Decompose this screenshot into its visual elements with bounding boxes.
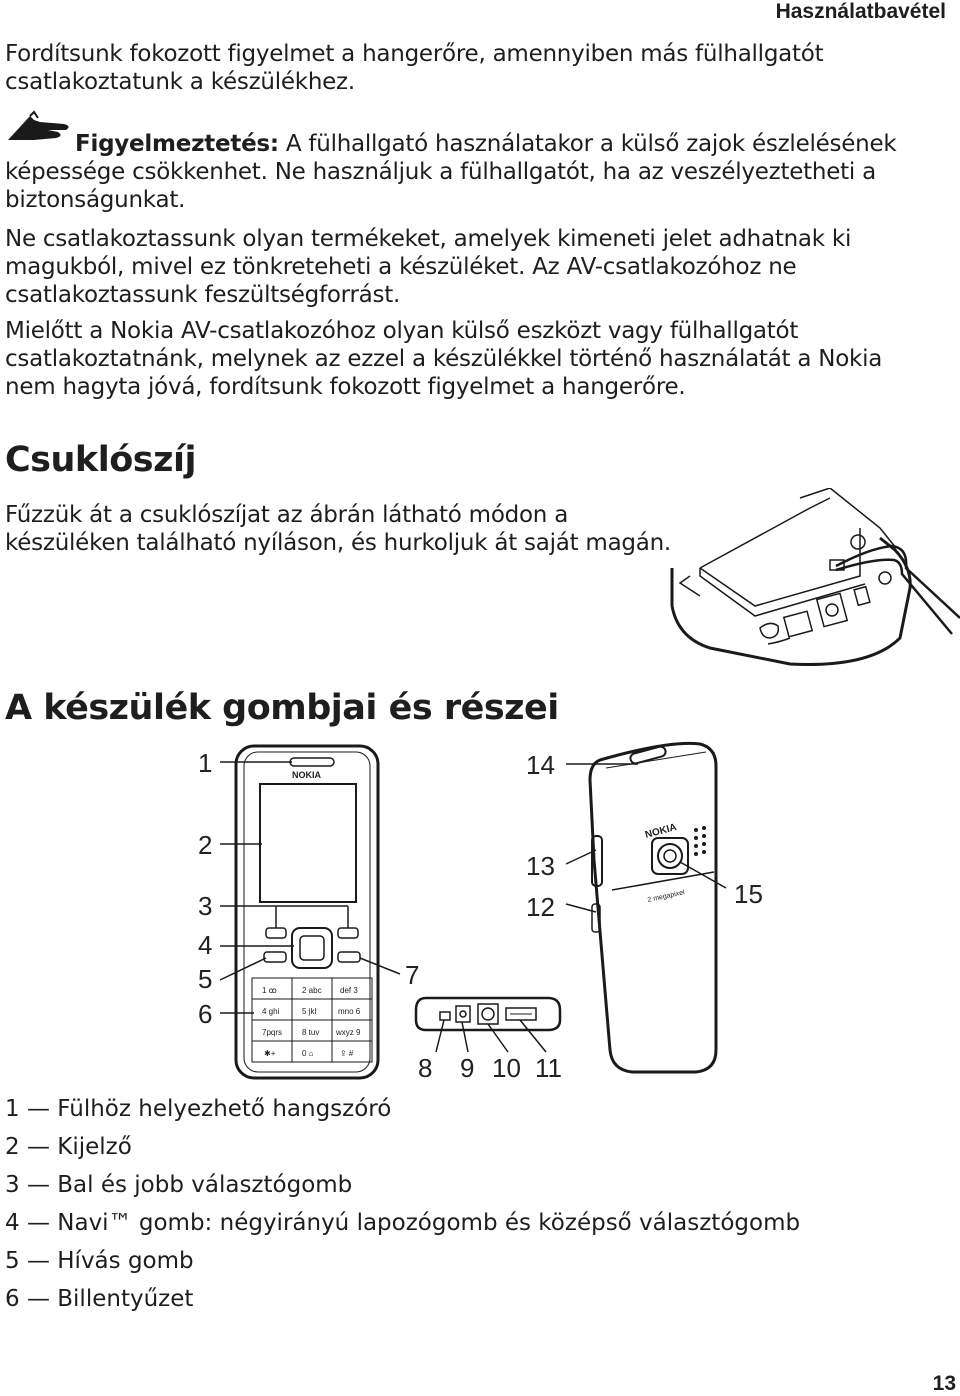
warning-label: Figyelmeztetés: <box>75 131 279 157</box>
key-3: def 3 <box>340 986 358 995</box>
key-8: 8 tuv <box>302 1028 320 1037</box>
legend-item: 5 — Hívás gomb <box>5 1248 194 1274</box>
camera-label: 2 megapixel <box>646 889 686 904</box>
callout-9: 9 <box>460 1053 475 1083</box>
av-connector-paragraph: Mielőtt a Nokia AV-csatlakozóhoz olyan külső eszközt vagy fülhallgatót csatlakoztatnánk, melynek az ezzel a készülékkel történő használatát a Nokia nem hagyta jóvá, fordítsunk fokozott figyelmet a hangerőre. <box>5 318 883 400</box>
warning-text: A fülhallgató használatakor a külső zajok észlelésének képessége csökkenhet. Ne használjuk a fülhallgatót, ha az veszélyeztetheti a biztonságunkat. <box>5 131 897 213</box>
key-hash: ⇪ # <box>340 1049 354 1058</box>
legend-item: 6 — Billentyűzet <box>5 1286 194 1312</box>
parts-legend <box>5 1095 800 1323</box>
callout-15: 15 <box>734 879 763 909</box>
brand-back: NOKIA <box>643 821 678 841</box>
callout-6: 6 <box>198 999 213 1029</box>
callout-7: 7 <box>405 960 420 990</box>
callout-11: 11 <box>535 1053 562 1083</box>
callout-3: 3 <box>198 891 213 921</box>
key-1: 1 ꝏ <box>262 986 277 995</box>
callout-5: 5 <box>198 964 213 994</box>
callout-12: 12 <box>526 892 555 922</box>
key-2: 2 abc <box>302 986 322 995</box>
callout-8: 8 <box>418 1053 433 1083</box>
callout-4: 4 <box>198 930 213 960</box>
callout-10: 10 <box>492 1053 521 1083</box>
wrist-strap-heading: Csuklószíj <box>5 440 196 480</box>
key-0: 0 ⌂ <box>302 1049 314 1058</box>
brand-front: NOKIA <box>292 770 321 780</box>
output-warning-paragraph: Ne csatlakoztassunk olyan termékeket, amelyek kimeneti jelet adhatnak ki magukból, mivel ez tönkreteheti a készüléket. Az AV-csatlakozóhoz ne csatlakoztassunk feszültségforrást. <box>5 226 852 308</box>
legend-item: 1 — Fülhöz helyezhető hangszóró <box>5 1096 392 1122</box>
key-5: 5 jkl <box>302 1007 317 1016</box>
callout-14: 14 <box>526 750 555 780</box>
wrist-strap-illustration <box>670 488 960 668</box>
key-star: ✱+ <box>264 1049 276 1058</box>
callout-1: 1 <box>198 748 213 778</box>
key-7: 7pqrs <box>262 1028 283 1037</box>
callout-layer <box>0 740 960 1090</box>
section-header: Használatbavétel <box>775 0 946 23</box>
callout-13: 13 <box>526 851 555 881</box>
intro-paragraph: Fordítsunk fokozott figyelmet a hangerőre, amennyiben más fülhallgatót csatlakoztatunk a készülékhez. <box>5 41 824 95</box>
parts-heading: A készülék gombjai és részei <box>5 688 559 728</box>
legend-item: 2 — Kijelző <box>5 1134 132 1160</box>
callout-2: 2 <box>198 830 213 860</box>
legend-item: 3 — Bal és jobb választógomb <box>5 1172 353 1198</box>
key-9: wxyz 9 <box>336 1028 361 1037</box>
key-6: mno 6 <box>338 1007 361 1016</box>
page-number: 13 <box>932 1372 956 1395</box>
legend-item: 4 — Navi™ gomb: négyirányú lapozógomb és középső választógomb <box>5 1210 801 1236</box>
wrist-strap-text: Fűzzük át a csuklószíjat az ábrán látható módon a készüléken található nyíláson, és hurkoljuk át saját magán. <box>5 502 671 556</box>
key-4: 4 ghi <box>262 1007 280 1016</box>
warning-paragraph <box>5 130 925 214</box>
